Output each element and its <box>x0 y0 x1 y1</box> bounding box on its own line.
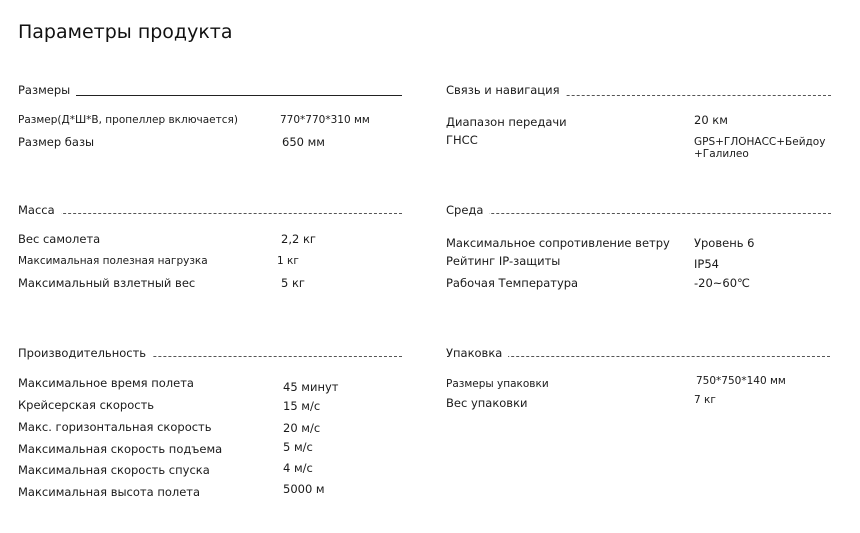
spec-label: Вес упаковки <box>446 396 528 410</box>
spec-label: Макс. горизонтальная скорость <box>18 420 212 434</box>
section-dimensions <box>18 83 402 153</box>
spec-value: GPS+ГЛОНАСС+Бейдоу <box>694 136 826 148</box>
section-header <box>446 346 830 362</box>
section-title: Связь и навигация <box>446 83 566 97</box>
section-divider <box>18 213 402 214</box>
spec-value: IP54 <box>694 257 719 271</box>
spec-label: Максимальное сопротивление ветру <box>446 236 670 250</box>
spec-label: Крейсерская скорость <box>18 398 155 412</box>
spec-value: -20~60℃ <box>694 276 750 290</box>
spec-value: 5 м/с <box>283 440 313 454</box>
page-title: Параметры продукта <box>18 21 233 43</box>
section-title: Упаковка <box>446 346 508 360</box>
spec-value: 20 м/с <box>283 421 321 435</box>
spec-label: Максимальная полезная нагрузка <box>18 255 208 267</box>
spec-label: Рейтинг IP-защиты <box>446 254 561 268</box>
section-header <box>446 203 831 219</box>
section-title: Размеры <box>18 83 76 97</box>
section-performance <box>18 346 402 506</box>
section-divider <box>446 213 831 214</box>
spec-value: 1 кг <box>277 255 299 267</box>
spec-value: 20 км <box>694 113 728 127</box>
spec-value: 7 кг <box>694 394 716 406</box>
section-packaging <box>446 346 830 426</box>
spec-label: Максимальная скорость подъема <box>18 442 223 456</box>
spec-value: 4 м/с <box>283 461 313 475</box>
spec-value: 15 м/с <box>283 399 321 413</box>
spec-label: Вес самолета <box>18 232 101 246</box>
spec-value: 770*770*310 мм <box>280 114 370 126</box>
section-header <box>18 346 402 362</box>
spec-value: 5 кг <box>281 276 305 290</box>
spec-label: Максимальная скорость спуска <box>18 463 210 477</box>
spec-label: Размер(Д*Ш*В, пропеллер включается) <box>18 114 238 126</box>
section-header <box>18 203 402 219</box>
section-environment <box>446 203 831 293</box>
spec-value: 650 мм <box>282 135 325 149</box>
spec-value: Уровень 6 <box>694 236 755 250</box>
section-title: Среда <box>446 203 489 217</box>
spec-label: Рабочая Температура <box>446 276 579 290</box>
spec-label: ГНСС <box>446 133 478 147</box>
spec-value: 2,2 кг <box>281 232 316 246</box>
spec-value: 750*750*140 мм <box>696 375 786 387</box>
spec-label: Диапазон передачи <box>446 115 567 129</box>
spec-value: 5000 м <box>283 482 325 496</box>
section-title: Производительность <box>18 346 152 360</box>
spec-value: 45 минут <box>283 380 339 394</box>
section-title: Масса <box>18 203 61 217</box>
section-header <box>446 83 831 99</box>
spec-label: Размер базы <box>18 135 95 149</box>
spec-label: Размеры упаковки <box>446 378 549 390</box>
spec-label: Максимальное время полета <box>18 376 194 390</box>
section-header <box>18 83 402 99</box>
section-mass <box>18 203 402 293</box>
spec-value-continued: +Галилео <box>694 148 749 160</box>
spec-label: Максимальная высота полета <box>18 485 201 499</box>
spec-label: Максимальный взлетный вес <box>18 276 196 290</box>
section-comms <box>446 83 831 163</box>
